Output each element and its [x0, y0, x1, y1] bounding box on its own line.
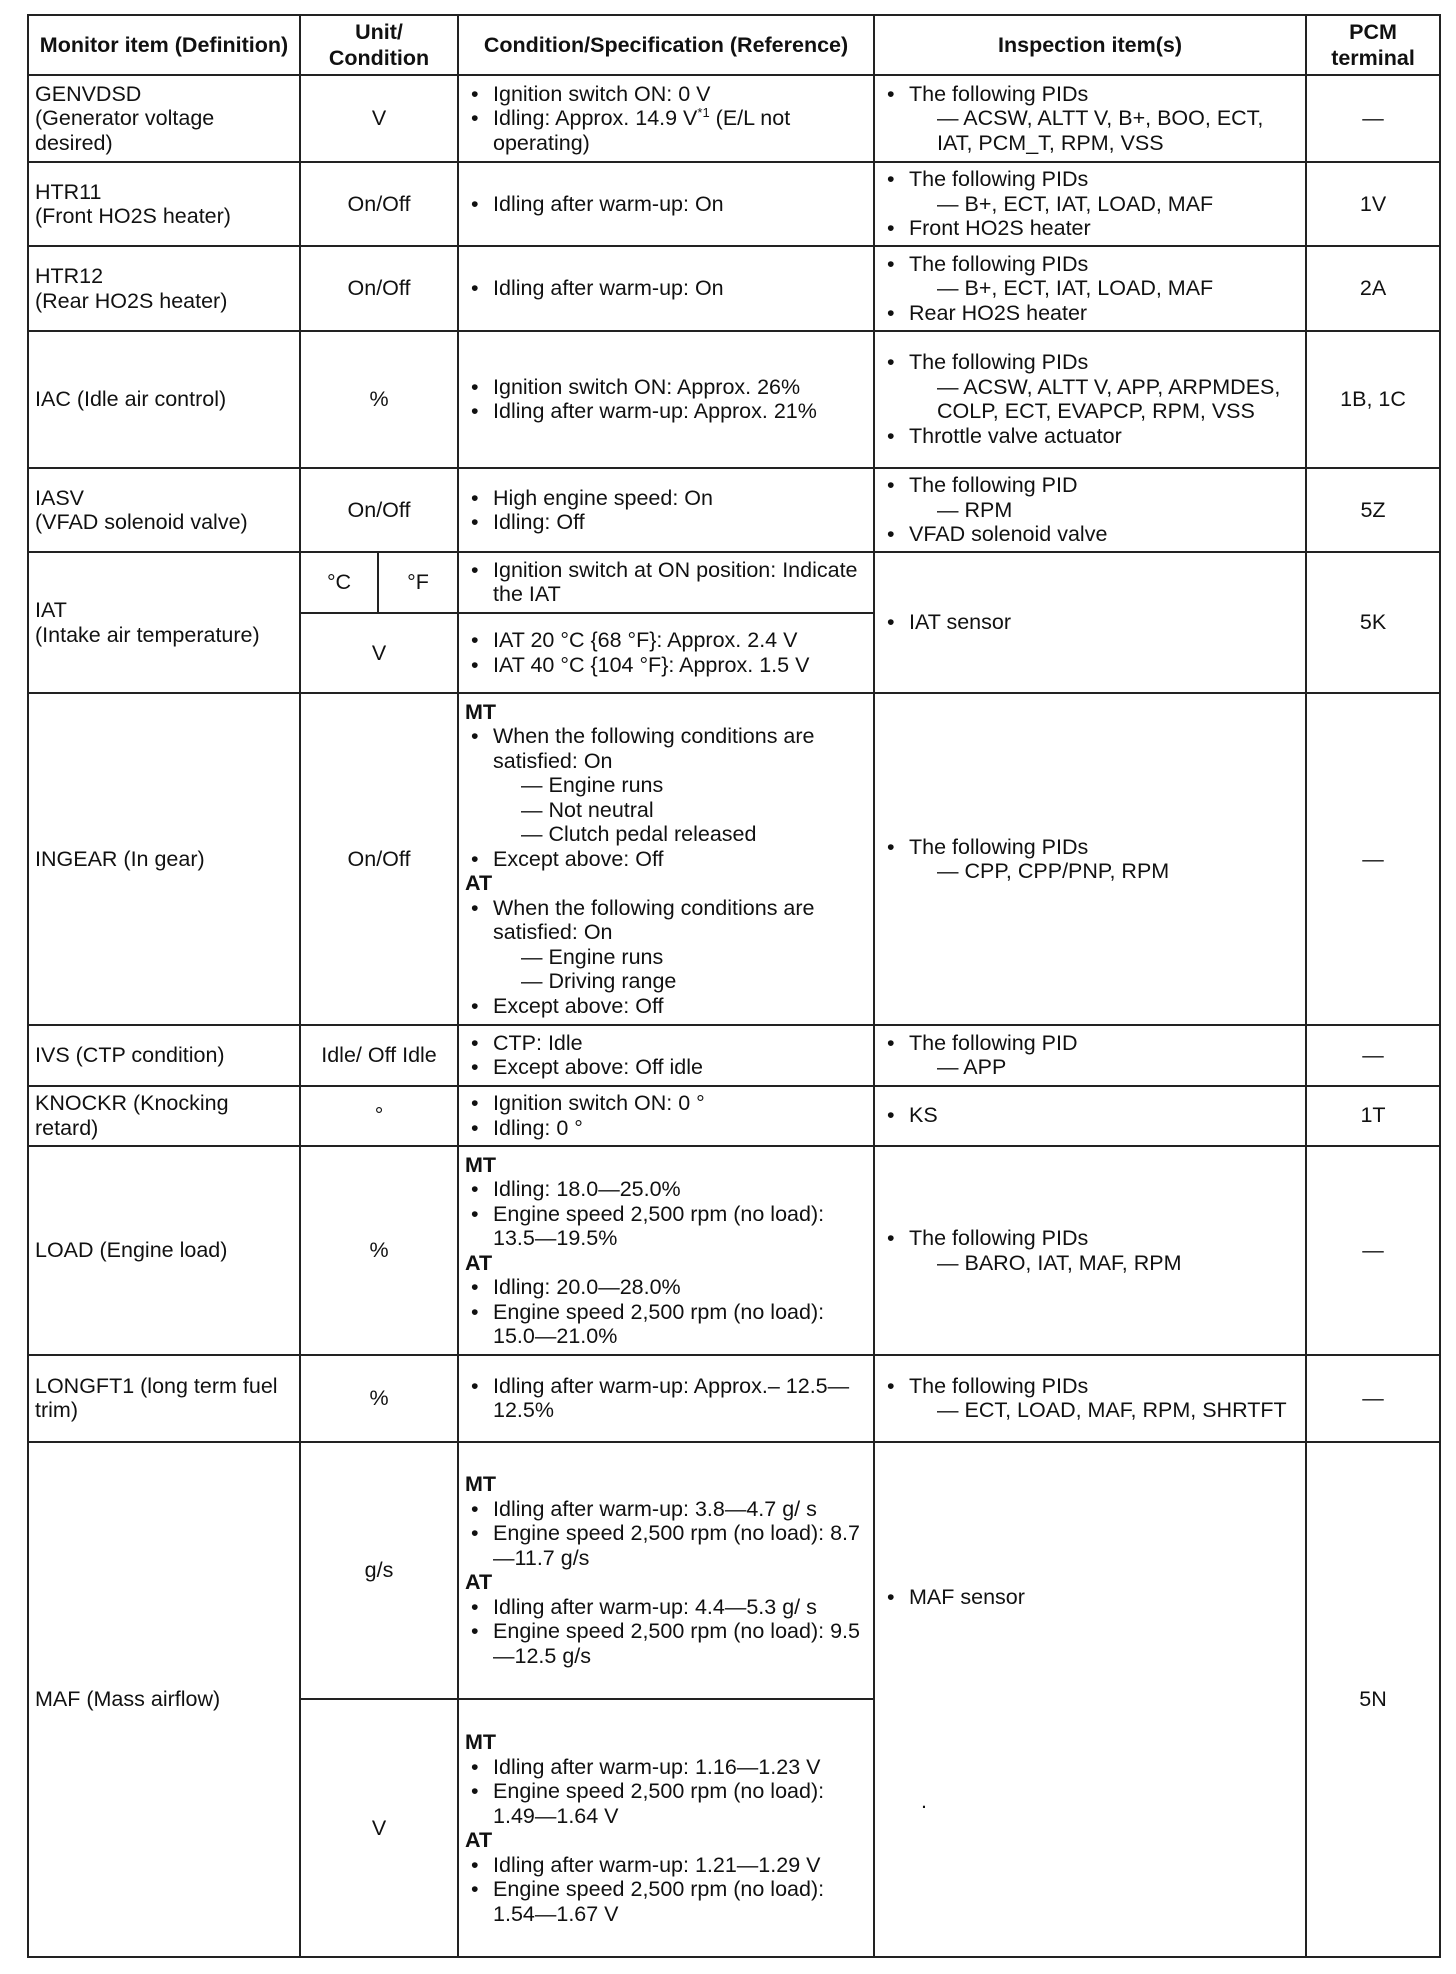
- condition-cell: [458, 1442, 874, 1700]
- inspection-item: • Rear HO2S heater: [909, 301, 1299, 326]
- monitor-item-cell: [28, 1086, 300, 1146]
- unit-cell: On/Off: [300, 246, 458, 331]
- condition-item: • Ignition switch ON: 0 V: [493, 82, 867, 107]
- pcm-terminal-cell: —: [1306, 1355, 1440, 1442]
- condition-item: • Idling after warm-up: On: [493, 192, 867, 217]
- inspection-item: • The following PIDs — ACSW, ALTT V, B+, BOO, ECT, IAT, PCM_T, RPM, VSS: [909, 82, 1299, 156]
- condition-item: • Engine speed 2,500 rpm (no load): 13.5—19.5%: [493, 1202, 867, 1251]
- unit-cell-gs: g/s: [300, 1442, 458, 1700]
- unit-cell-voltage: V: [300, 1699, 458, 1957]
- unit-cell: On/Off: [300, 693, 458, 1025]
- table-row: [28, 693, 1440, 1025]
- pcm-terminal-cell: —: [1306, 693, 1440, 1025]
- condition-item: • Except above: Off: [493, 847, 867, 872]
- inspection-cell: [874, 1442, 1306, 1957]
- header-condition: Condition/Specification (Reference): [458, 15, 874, 75]
- inspection-cell: [874, 162, 1306, 247]
- unit-cell: %: [300, 1146, 458, 1355]
- pcm-terminal-cell: 5N: [1306, 1442, 1440, 1957]
- monitor-item-name: HTR11: [35, 179, 102, 204]
- inspection-item: • The following PID — APP: [909, 1031, 1299, 1080]
- inspection-item: • MAF sensor: [909, 1585, 1299, 1610]
- table-row: [28, 1086, 1440, 1146]
- pcm-terminal-cell: 2A: [1306, 246, 1440, 331]
- condition-cell: [458, 613, 874, 693]
- inspection-cell: [874, 552, 1306, 693]
- inspection-item: • The following PIDs — ECT, LOAD, MAF, RPM, SHRTFT: [909, 1374, 1299, 1423]
- monitor-item-cell: [28, 162, 300, 247]
- monitor-item-name: IVS (CTP condition): [35, 1043, 225, 1068]
- condition-item: • Idling after warm-up: On: [493, 276, 867, 301]
- pcm-terminal-cell: —: [1306, 1025, 1440, 1085]
- unit-cell: V: [300, 75, 458, 162]
- table-row: [28, 1355, 1440, 1442]
- unit-cell: On/Off: [300, 468, 458, 553]
- unit-cell: °: [300, 1086, 458, 1146]
- condition-item: • Idling: 0 °: [493, 1116, 867, 1141]
- condition-cell: [458, 75, 874, 162]
- condition-item: • Idling: 20.0—28.0%: [493, 1275, 867, 1300]
- condition-item: • Idling after warm-up: 4.4—5.3 g/ s: [493, 1595, 867, 1620]
- inspection-item: • Front HO2S heater: [909, 216, 1299, 241]
- monitor-item-cell: [28, 693, 300, 1025]
- inspection-item: • The following PID — RPM: [909, 473, 1299, 522]
- monitor-item-name: LONGFT1 (long term fuel trim): [35, 1373, 278, 1423]
- condition-cell: [458, 1699, 874, 1957]
- monitor-item-cell: [28, 1146, 300, 1355]
- inspection-item: • KS: [909, 1103, 1299, 1128]
- inspection-item: • The following PIDs — CPP, CPP/PNP, RPM: [909, 835, 1299, 884]
- condition-item: • When the following conditions are satisfied: On — Engine runs — Not neutral — Clutch pedal released: [493, 724, 867, 847]
- monitor-item-name: GENVDSD: [35, 81, 142, 106]
- condition-item: • Idling: 18.0—25.0%: [493, 1177, 867, 1202]
- condition-cell: [458, 552, 874, 612]
- condition-cell: [458, 246, 874, 331]
- monitor-item-cell: [28, 246, 300, 331]
- monitor-item-name: IASV: [35, 485, 84, 510]
- table-row: [28, 75, 1440, 162]
- monitor-item-cell: [28, 75, 300, 162]
- inspection-item: • The following PIDs — BARO, IAT, MAF, RPM: [909, 1226, 1299, 1275]
- inspection-cell: [874, 1025, 1306, 1085]
- inspection-cell: [874, 1355, 1306, 1442]
- table-row: [28, 331, 1440, 468]
- inspection-item: • VFAD solenoid valve: [909, 522, 1299, 547]
- table-row: [28, 246, 1440, 331]
- group-label-mt: MT: [465, 1472, 497, 1497]
- monitor-item-cell: [28, 1442, 300, 1957]
- inspection-cell: [874, 246, 1306, 331]
- condition-item: • Engine speed 2,500 rpm (no load): 15.0—21.0%: [493, 1300, 867, 1349]
- monitor-item-name: INGEAR (In gear): [35, 846, 205, 871]
- header-pcm-terminal: PCM terminal: [1306, 15, 1440, 75]
- condition-cell: [458, 1355, 874, 1442]
- monitor-item-name: IAC (Idle air control): [35, 387, 227, 412]
- pcm-terminal-cell: 5K: [1306, 552, 1440, 693]
- condition-item: • Engine speed 2,500 rpm (no load): 9.5—12.5 g/s: [493, 1619, 867, 1668]
- inspection-cell: [874, 468, 1306, 553]
- condition-item: • Engine speed 2,500 rpm (no load): 1.49—1.64 V: [493, 1779, 867, 1828]
- group-label-mt: MT: [465, 1730, 497, 1755]
- condition-cell: [458, 162, 874, 247]
- condition-cell: [458, 1086, 874, 1146]
- condition-cell: [458, 331, 874, 468]
- inspection-cell: [874, 75, 1306, 162]
- table-row: [28, 1146, 1440, 1355]
- pcm-terminal-cell: 1T: [1306, 1086, 1440, 1146]
- pcm-terminal-cell: 1B, 1C: [1306, 331, 1440, 468]
- monitor-item-definition: (VFAD solenoid valve): [35, 510, 248, 535]
- monitor-item-cell: [28, 552, 300, 693]
- condition-item: • Ignition switch at ON position: Indicate the IAT: [493, 558, 867, 607]
- table-row: [28, 552, 1440, 612]
- condition-item: • Engine speed 2,500 rpm (no load): 8.7—11.7 g/s: [493, 1521, 867, 1570]
- inspection-cell: [874, 331, 1306, 468]
- pcm-terminal-cell: 1V: [1306, 162, 1440, 247]
- monitor-item-name: MAF (Mass airflow): [35, 1687, 221, 1712]
- header-monitor-item: Monitor item (Definition): [28, 15, 300, 75]
- table-row: [28, 468, 1440, 553]
- group-label-at: AT: [465, 1828, 493, 1853]
- pcm-terminal-cell: 5Z: [1306, 468, 1440, 553]
- condition-item: • Engine speed 2,500 rpm (no load): 1.54—1.67 V: [493, 1877, 867, 1926]
- unit-cell: On/Off: [300, 162, 458, 247]
- condition-item: • Except above: Off: [493, 994, 867, 1019]
- condition-item: • Idling after warm-up: 3.8—4.7 g/ s: [493, 1497, 867, 1522]
- header-row: [28, 15, 1440, 75]
- inspection-item: • The following PIDs — B+, ECT, IAT, LOAD, MAF: [909, 167, 1299, 216]
- unit-cell: %: [300, 331, 458, 468]
- condition-cell: [458, 693, 874, 1025]
- monitor-item-cell: [28, 1355, 300, 1442]
- header-unit: Unit/ Condition: [300, 15, 458, 75]
- condition-item: • IAT 40 °C {104 °F}: Approx. 1.5 V: [493, 653, 867, 678]
- condition-item: • Idling after warm-up: 1.16—1.23 V: [493, 1755, 867, 1780]
- condition-item: • Idling: Off: [493, 510, 867, 535]
- monitor-item-name: IAT: [35, 598, 67, 623]
- unit-cell-voltage: V: [300, 613, 458, 693]
- monitor-item-definition: (Intake air temperature): [35, 622, 260, 647]
- monitor-item-name: HTR12: [35, 264, 104, 289]
- group-label-mt: MT: [465, 699, 497, 724]
- unit-cell-celsius: °C: [300, 552, 378, 612]
- inspection-item: • Throttle valve actuator: [909, 424, 1299, 449]
- group-label-at: AT: [465, 1250, 493, 1275]
- inspection-cell: [874, 693, 1306, 1025]
- condition-item: • Idling after warm-up: 1.21—1.29 V: [493, 1853, 867, 1878]
- table-row: [28, 162, 1440, 247]
- condition-item: • Except above: Off idle: [493, 1055, 867, 1080]
- monitor-item-name: KNOCKR (Knocking retard): [35, 1091, 229, 1140]
- group-label-mt: MT: [465, 1152, 497, 1177]
- table-row: [28, 1442, 1440, 1700]
- header-inspection: Inspection item(s): [874, 15, 1306, 75]
- monitor-item-definition: (Rear HO2S heater): [35, 288, 228, 313]
- condition-item: • Idling after warm-up: Approx.– 12.5—12.5%: [493, 1374, 867, 1423]
- table-row: [28, 1025, 1440, 1085]
- group-label-at: AT: [465, 1570, 493, 1595]
- condition-cell: [458, 468, 874, 553]
- monitor-item-cell: [28, 1025, 300, 1085]
- unit-cell-fahrenheit: °F: [378, 552, 458, 612]
- unit-cell: %: [300, 1355, 458, 1442]
- condition-cell: [458, 1025, 874, 1085]
- group-label-at: AT: [465, 871, 493, 896]
- inspection-item: • IAT sensor: [909, 610, 1299, 635]
- condition-item: • High engine speed: On: [493, 486, 867, 511]
- condition-cell: [458, 1146, 874, 1355]
- inspection-cell: [874, 1086, 1306, 1146]
- condition-item: • When the following conditions are satisfied: On — Engine runs — Driving range: [493, 896, 867, 994]
- condition-item: • IAT 20 °C {68 °F}: Approx. 2.4 V: [493, 628, 867, 653]
- unit-cell: Idle/ Off Idle: [300, 1025, 458, 1085]
- condition-item: • Idling after warm-up: Approx. 21%: [493, 399, 867, 424]
- condition-item: • CTP: Idle: [493, 1031, 867, 1056]
- monitor-item-cell: [28, 468, 300, 553]
- monitor-item-cell: [28, 331, 300, 468]
- monitor-item-definition: (Front HO2S heater): [35, 204, 231, 229]
- inspection-item: • The following PIDs — B+, ECT, IAT, LOAD, MAF: [909, 252, 1299, 301]
- monitor-item-definition: (Generator voltage desired): [35, 106, 215, 155]
- condition-item: • Ignition switch ON: Approx. 26%: [493, 375, 867, 400]
- inspection-item: • The following PIDs — ACSW, ALTT V, APP, ARPMDES, COLP, ECT, EVAPCP, RPM, VSS: [909, 350, 1299, 424]
- monitor-item-name: LOAD (Engine load): [35, 1238, 228, 1263]
- condition-item: • Ignition switch ON: 0 °: [493, 1091, 867, 1116]
- condition-item: • Idling: Approx. 14.9 $V^{*1}$ (E/L not operating): [493, 106, 867, 155]
- pcm-terminal-cell: —: [1306, 75, 1440, 162]
- inspection-mark: .: [921, 1789, 927, 1814]
- pcm-terminal-cell: —: [1306, 1146, 1440, 1355]
- monitor-item-table: [27, 14, 1441, 1958]
- inspection-cell: [874, 1146, 1306, 1355]
